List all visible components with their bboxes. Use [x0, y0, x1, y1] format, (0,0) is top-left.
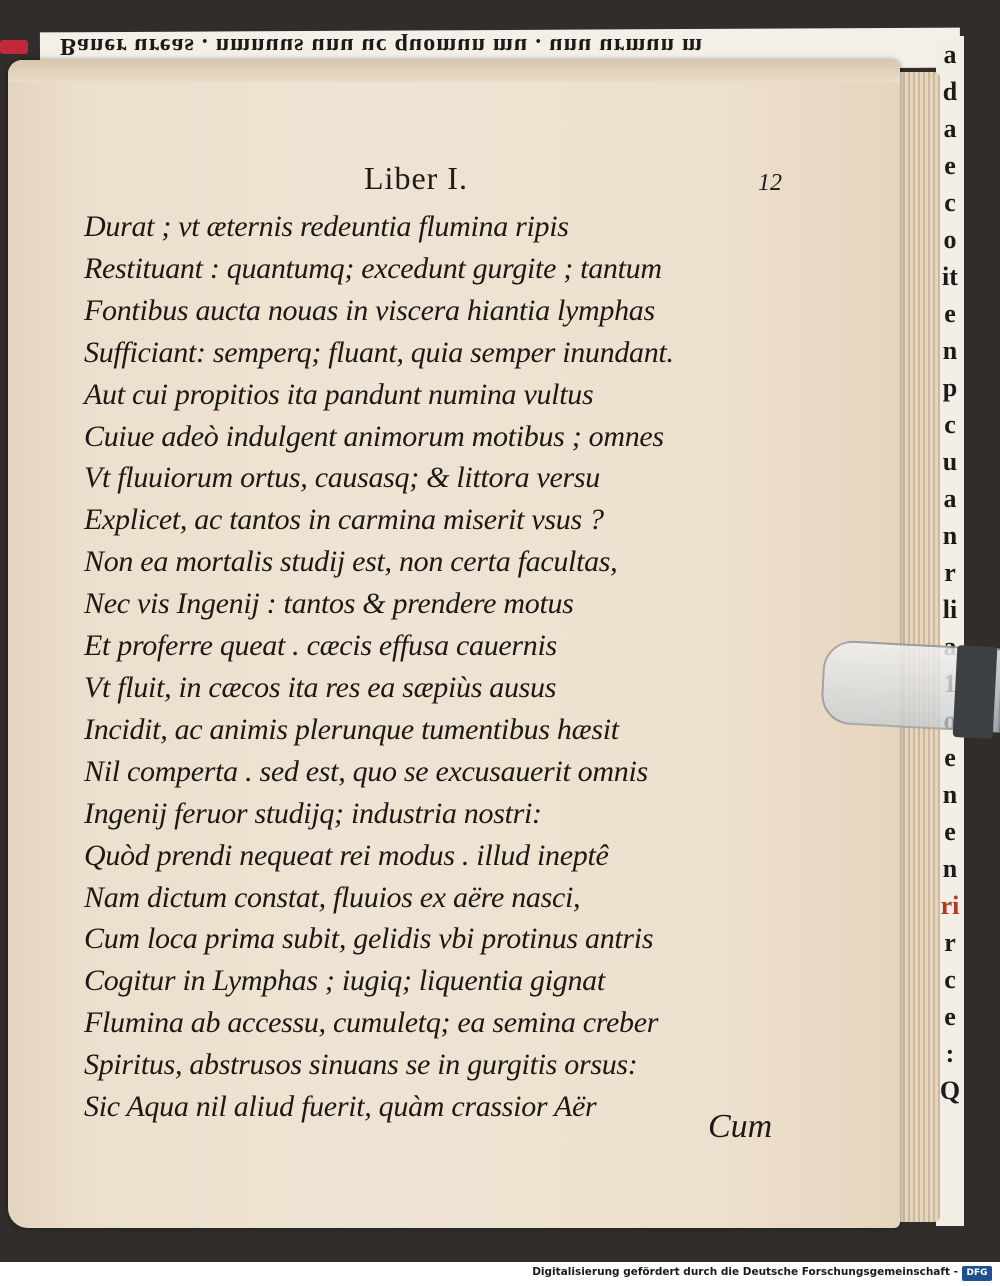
facing-edge-letter: n	[942, 521, 958, 550]
verse-line: Cum loca prima subit, gelidis vbi protinus antris	[84, 922, 654, 956]
verse-line: Durat ; vt æternis redeuntia flumina ripis	[84, 210, 569, 243]
verse-line: Aut cui propitios ita pandunt numina vultus	[84, 377, 594, 411]
facing-edge-letter: a	[943, 114, 957, 143]
verse-text	[84, 206, 804, 1128]
verse-line: Non ea mortalis studij est, non certa facultas,	[84, 545, 618, 579]
facing-edge-letter: p	[942, 373, 958, 402]
clip-grip	[953, 645, 998, 739]
facing-edge-letter: n	[942, 854, 958, 883]
facing-edge-letter: it	[942, 262, 958, 291]
facing-edge-letter: :	[945, 1039, 955, 1068]
verse-line: Sufficiant: semperq; fluant, quia semper inundant.	[84, 335, 674, 369]
facing-edge-letter: e	[944, 151, 956, 180]
verse-line: Explicet, ac tantos in carmina miserit vsus ?	[84, 503, 604, 537]
facing-edge-letter: e	[944, 743, 956, 772]
verse-line: Restituant : quantumq; excedunt gurgite ; tantum	[84, 251, 662, 285]
verse-line: Incidit, ac animis plerunque tumentibus hæsit	[84, 712, 619, 746]
facing-edge-letter: e	[944, 817, 956, 846]
facing-edge-letter: u	[942, 447, 958, 476]
page-number: 12	[758, 170, 782, 196]
facing-edge-letter: n	[942, 780, 958, 809]
verse-line: Cogitur in Lymphas ; iugiq; liquentia gignat	[84, 964, 605, 998]
verse-line: Fontibus aucta nouas in viscera hiantia lymphas	[84, 293, 655, 327]
verse-line: Ingenij feruor studijq; industria nostri:	[84, 796, 542, 830]
facing-edge-letter: o	[943, 225, 957, 254]
verse-line: Flumina ab accessu, cumuletq; ea semina creber	[84, 1006, 659, 1040]
running-head: Liber I.	[364, 160, 468, 196]
verse-line: Sic Aqua nil aliud fuerit, quàm crassior Aër	[84, 1090, 597, 1124]
facing-edge-letter: e	[944, 1002, 956, 1031]
verse-line: Cuiue adeò indulgent animorum motibus ; omnes	[84, 419, 664, 453]
facing-edge-letter: a	[943, 484, 957, 513]
facing-edge-letter: r	[944, 928, 956, 957]
verse-line: Quòd prendi nequeat rei modus . illud ineptê	[84, 838, 609, 872]
facing-edge-letter: r	[944, 558, 956, 587]
facing-edge-letter: e	[944, 299, 956, 328]
facing-edge-letter: n	[942, 336, 958, 365]
dfg-logo-icon: DFG	[962, 1266, 992, 1281]
verse-line: Nam dictum constat, fluuios ex aëre nasci,	[84, 880, 581, 914]
verse-line: Vt fluit, in cæcos ita res ea sæpiùs ausus	[84, 670, 557, 704]
facing-edge-letter: a	[943, 40, 957, 69]
facing-edge-letter: ri	[940, 891, 960, 920]
verse-line: Et proferre queat . cæcis effusa cauernis	[84, 629, 557, 663]
red-bookmark-tab	[0, 40, 28, 54]
verse-line: Vt fluuiorum ortus, causasq; & littora versu	[84, 461, 600, 495]
facing-edge-letter: Q	[939, 1076, 961, 1105]
facing-edge-letter: c	[944, 965, 956, 994]
facing-edge-letter: li	[942, 595, 958, 624]
funding-credit: Digitalisierung gefördert durch die Deutsche Forschungsgemeinschaft -	[532, 1266, 958, 1278]
verse-line: Spiritus, abstrusos sinuans se in gurgitis orsus:	[84, 1048, 638, 1082]
verse-line: Nil comperta . sed est, quo se excusauerit omnis	[84, 754, 648, 788]
facing-page-mirrored-text: Baner ureas . nmnuus unu uc quomun mu . unu urmun m	[60, 33, 703, 59]
facing-page-right-strip	[936, 36, 964, 1226]
facing-edge-letter: c	[944, 188, 956, 217]
page-top-curl	[8, 60, 900, 82]
facing-edge-letter: d	[942, 77, 958, 106]
facing-edge-letter: c	[944, 410, 956, 439]
verse-line: Nec vis Ingenij : tantos & prendere motus	[84, 587, 574, 621]
catchword: Cum	[708, 1108, 773, 1145]
